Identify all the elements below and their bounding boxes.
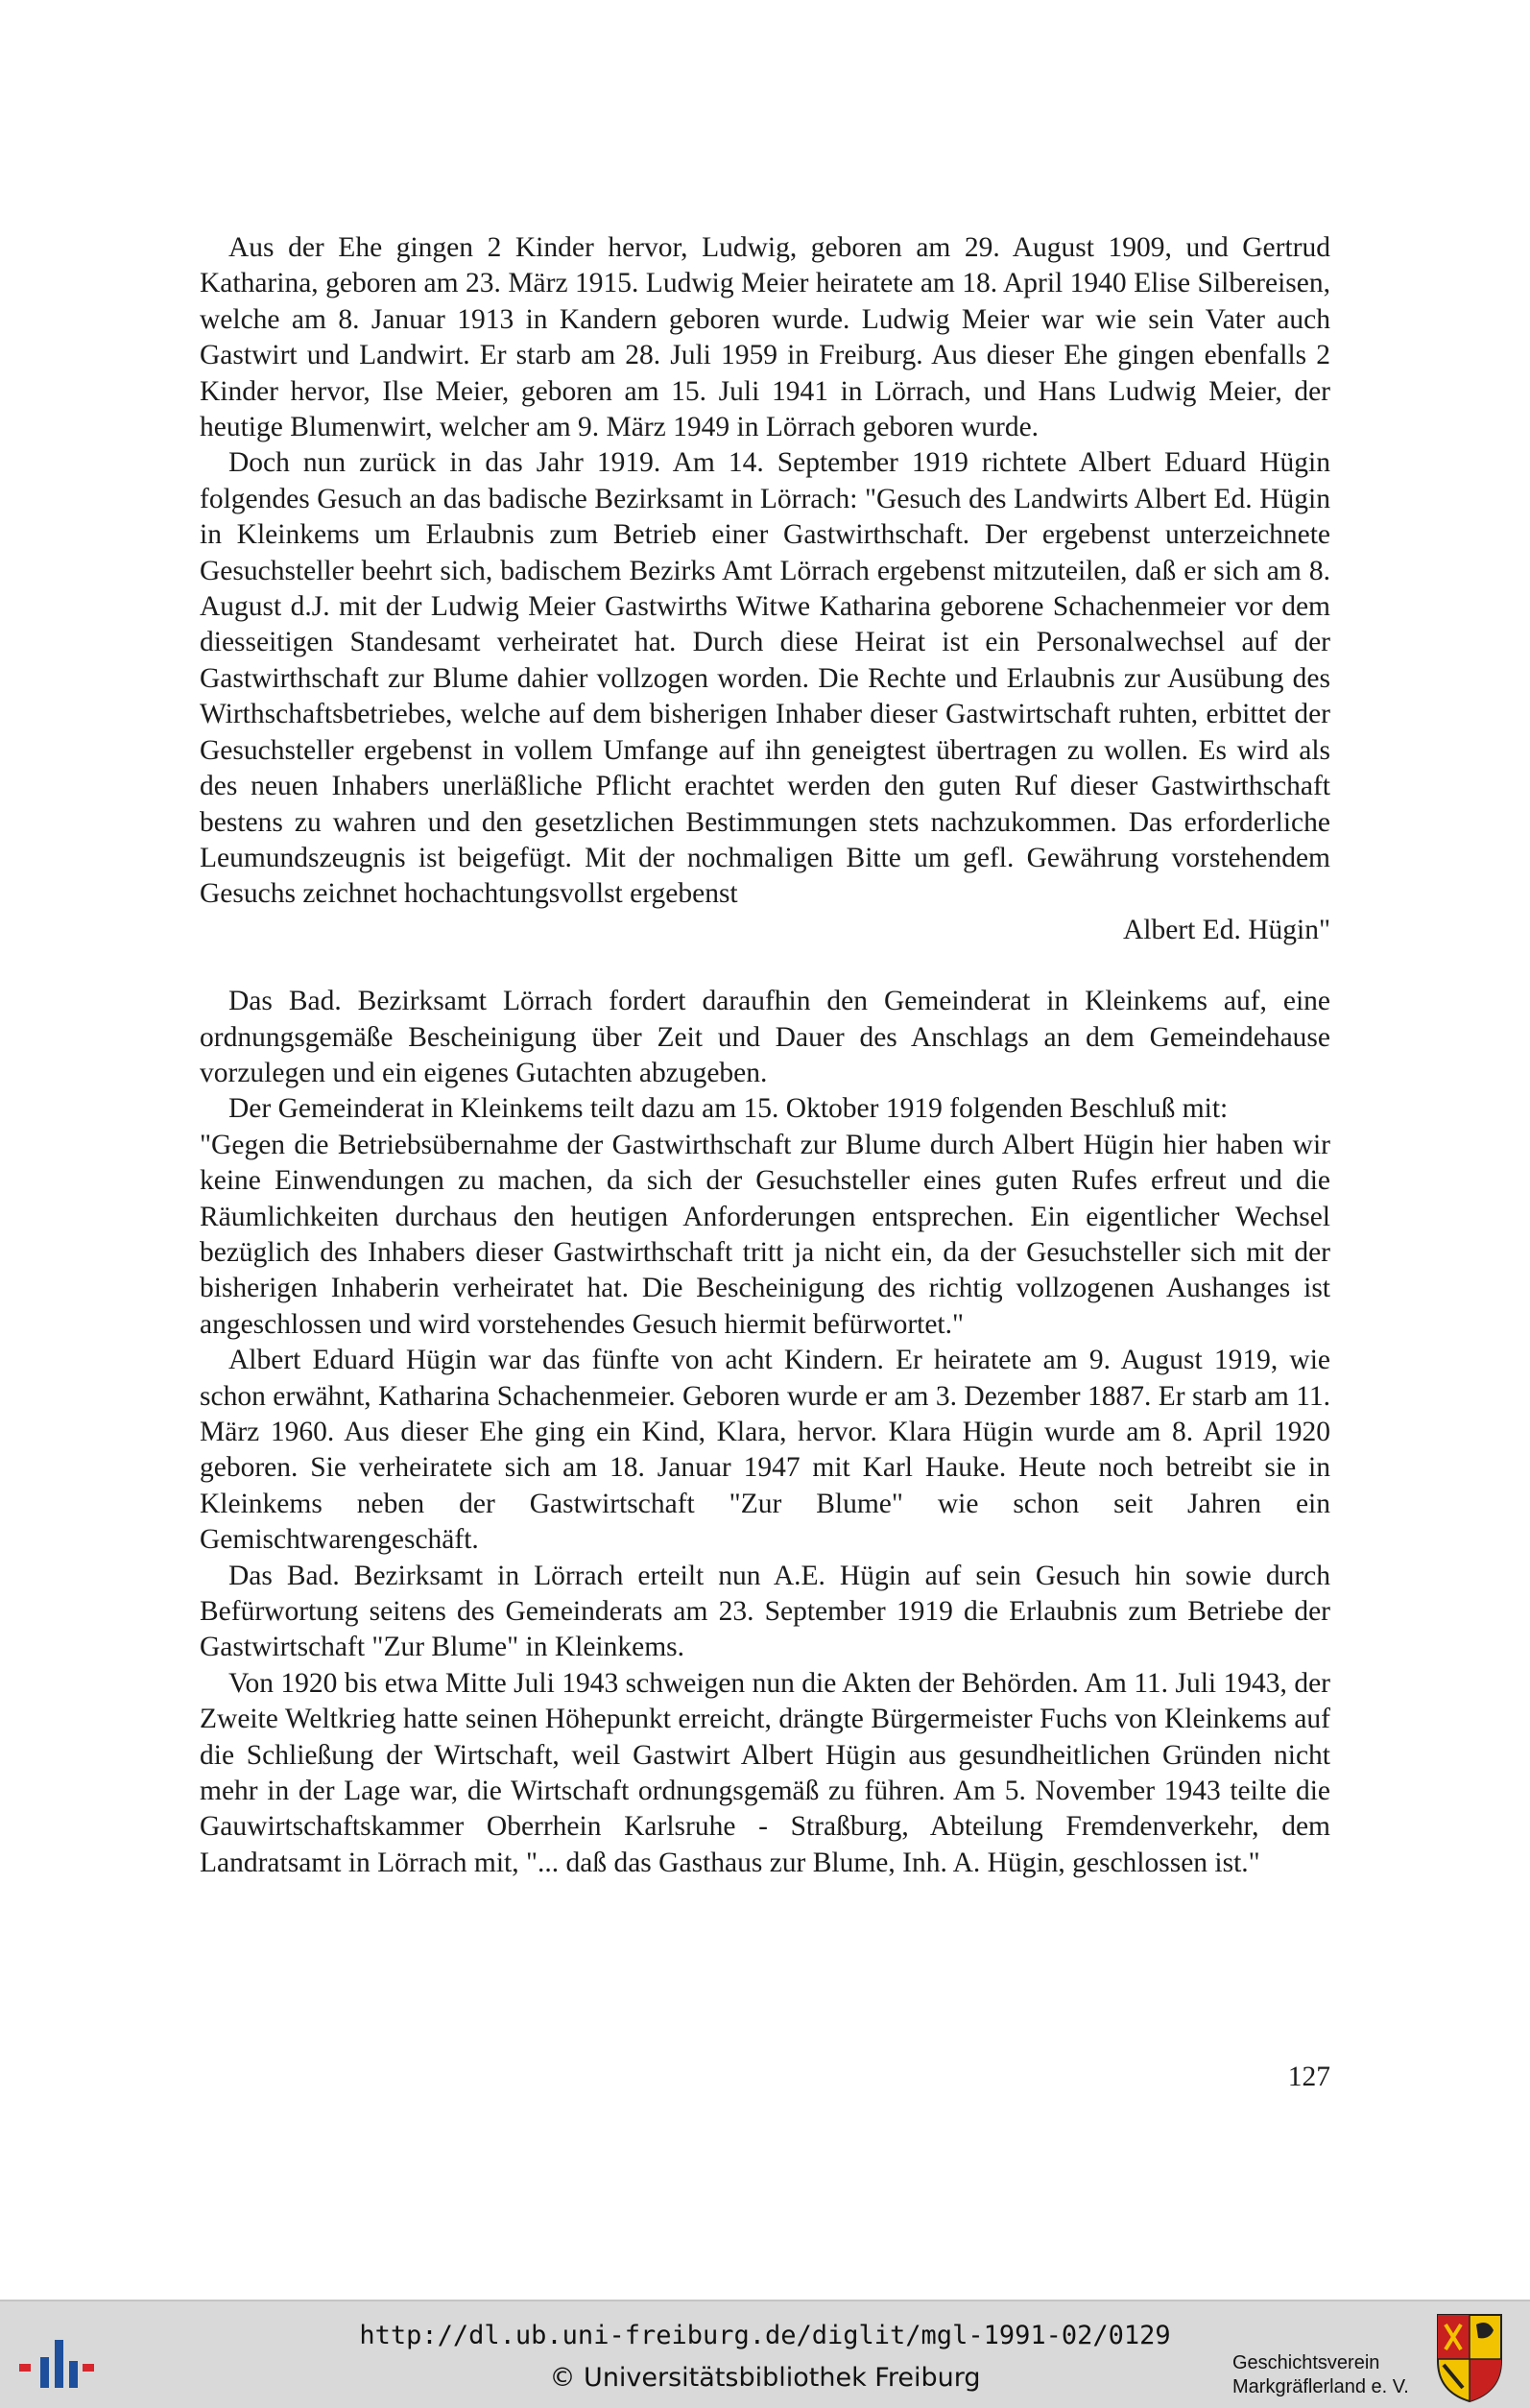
coat-of-arms-icon[interactable]: [1434, 2311, 1505, 2403]
paragraph: Der Gemeinderat in Kleinkems teilt dazu am 15. Oktober 1919 folgenden Beschluß mit:: [228, 1093, 1229, 1125]
society-name: [1232, 2351, 1409, 2399]
copyright-text: © Universitätsbibliothek Freiburg: [549, 2363, 981, 2393]
signature: Albert Ed. Hügin": [1122, 914, 1330, 945]
society-name-line2: Markgräflerland e. V.: [1232, 2376, 1409, 2397]
page-number: 127: [1287, 2062, 1330, 2092]
quotation: "Gegen die Betriebsübernahme der Gastwirthschaft zur Blume durch Albert Hügin hier haben wir keine Einwendungen zu machen, da sich der Gesuchsteller eines guten Rufes erfreut und die Räumlichkeiten durchaus den heutigen Anforderungen entsprechen. Ein eigentlicher Wechsel bezüglich des Inhabers dieser Gastwirthschaft tritt ja nicht ein, da der Gesuchsteller sich mit der bisherigen Inhaberin verheiratet hat. Die Bescheinigung des richtig vollzogenen Aushanges ist angeschlossen und wird vorstehendes Gesuch hiermit befürwortet.": [200, 1129, 1330, 1340]
paragraph: Das Bad. Bezirksamt in Lörrach erteilt nun A.E. Hügin auf sein Gesuch hin sowie durch Befürwortung seitens des Gemeinderats am 23. September 1919 die Erlaubnis zum Betriebe der Gastwirtschaft "Zur Blume" in Kleinkems.: [200, 1560, 1330, 1663]
paragraph: Von 1920 bis etwa Mitte Juli 1943 schweigen nun die Akten der Behörden. Am 11. Juli 1943, der Zweite Weltkrieg hatte seinen Höhepunkt erreicht, drängte Bürgermeister Fuchs von Kleinkems auf die Schließung der Wirtschaft, weil Gastwirt Albert Hügin aus gesundheitlichen Gründen nicht mehr in der Lage war, die Wirtschaft ordnungsgemäß zu führen. Am 5. November 1943 teilte die Gauwirtschaftskammer Oberrhein Karlsruhe - Straßburg, Abteilung Fremdenverkehr, dem Landratsamt in Lörrach mit, "... daß das Gasthaus zur Blume, Inh. A. Hügin, geschlossen ist.": [200, 1667, 1330, 1878]
page-text: [200, 230, 1330, 1881]
footer-bar: [0, 2300, 1530, 2408]
paragraph: Aus der Ehe gingen 2 Kinder hervor, Ludwig, geboren am 29. August 1909, und Gertrud Katharina, geboren am 23. März 1915. Ludwig Meier heiratete am 18. April 1940 Elise Silbereisen, welche am 8. Januar 1913 in Kandern geboren wurde. Ludwig Meier war wie sein Vater auch Gastwirt und Landwirt. Er starb am 28. Juli 1959 in Freiburg. Aus dieser Ehe gingen ebenfalls 2 Kinder hervor, Ilse Meier, geboren am 15. Juli 1941 in Lörrach, und Hans Ludwig Meier, der heutige Blumenwirt, welcher am 9. März 1949 in Lörrach geboren wurde.: [200, 232, 1330, 443]
paragraph-gap: [200, 948, 1330, 984]
society-name-line1: Geschichtsverein: [1232, 2352, 1380, 2373]
paragraph: Albert Eduard Hügin war das fünfte von acht Kindern. Er heiratete am 9. August 1919, wie schon erwähnt, Katharina Schachenmeier. Geboren wurde er am 3. Dezember 1887. Er starb am 11. März 1960. Aus dieser Ehe ging ein Kind, Klara, hervor. Klara Hügin wurde am 8. April 1920 geboren. Sie verheiratete sich am 18. Januar 1947 mit Karl Hauke. Heute noch betreibt sie in Kleinkems neben der Gastwirtschaft "Zur Blume" wie schon seit Jahren ein Gemischtwarengeschäft.: [200, 1345, 1330, 1556]
paragraph: Doch nun zurück in das Jahr 1919. Am 14. September 1919 richtete Albert Eduard Hügin folgendes Gesuch an das badische Bezirksamt in Lörrach: "Gesuch des Landwirts Albert Ed. Hügin in Kleinkems um Erlaubnis zum Betrieb einer Gastwirthschaft. Der ergebenst unterzeichnete Gesuchsteller beehrt sich, badischem Bezirks Amt Lörrach ergebenst mitzuteilen, daß er sich am 8. August d.J. mit der Ludwig Meier Gastwirths Witwe Katharina geborene Schachenmeier vor dem diesseitigen Standesamt verheiratet hat. Durch diese Heirat ist ein Personalwechsel auf der Gastwirthschaft zur Blume dahier vollzogen worden. Die Rechte und Erlaubnis zur Ausübung des Wirthschaftsbetriebes, welche auf dem bisherigen Inhaber dieser Gastwirtschaft ruhten, erbittet der Gesuchsteller ergebenst in vollem Umfange auf ihn geneigtest übertragen zu wollen. Es wird als des neuen Inhabers unerläßliche Pflicht erachtet werden den guten Ruf dieser Gastwirthschaft bestens zu wahren und den gesetzlichen Bestimmungen stets nachzukommen. Das erforderliche Leumundszeugnis ist beigefügt. Mit der nochmaligen Bitte um gefl. Gewährung vorstehendem Gesuchs zeichnet hochachtungsvollst ergebenst: [200, 447, 1330, 910]
document-url-link[interactable]: http://dl.ub.uni-freiburg.de/diglit/mgl-1991-02/0129: [359, 2321, 1171, 2350]
paragraph: Das Bad. Bezirksamt Lörrach fordert daraufhin den Gemeinderat in Kleinkems auf, eine ordnungsgemäße Bescheinigung über Zeit und Dauer des Anschlags an dem Gemeindehause vorzulegen und ein eigenes Gutachten abzugeben.: [200, 986, 1330, 1088]
